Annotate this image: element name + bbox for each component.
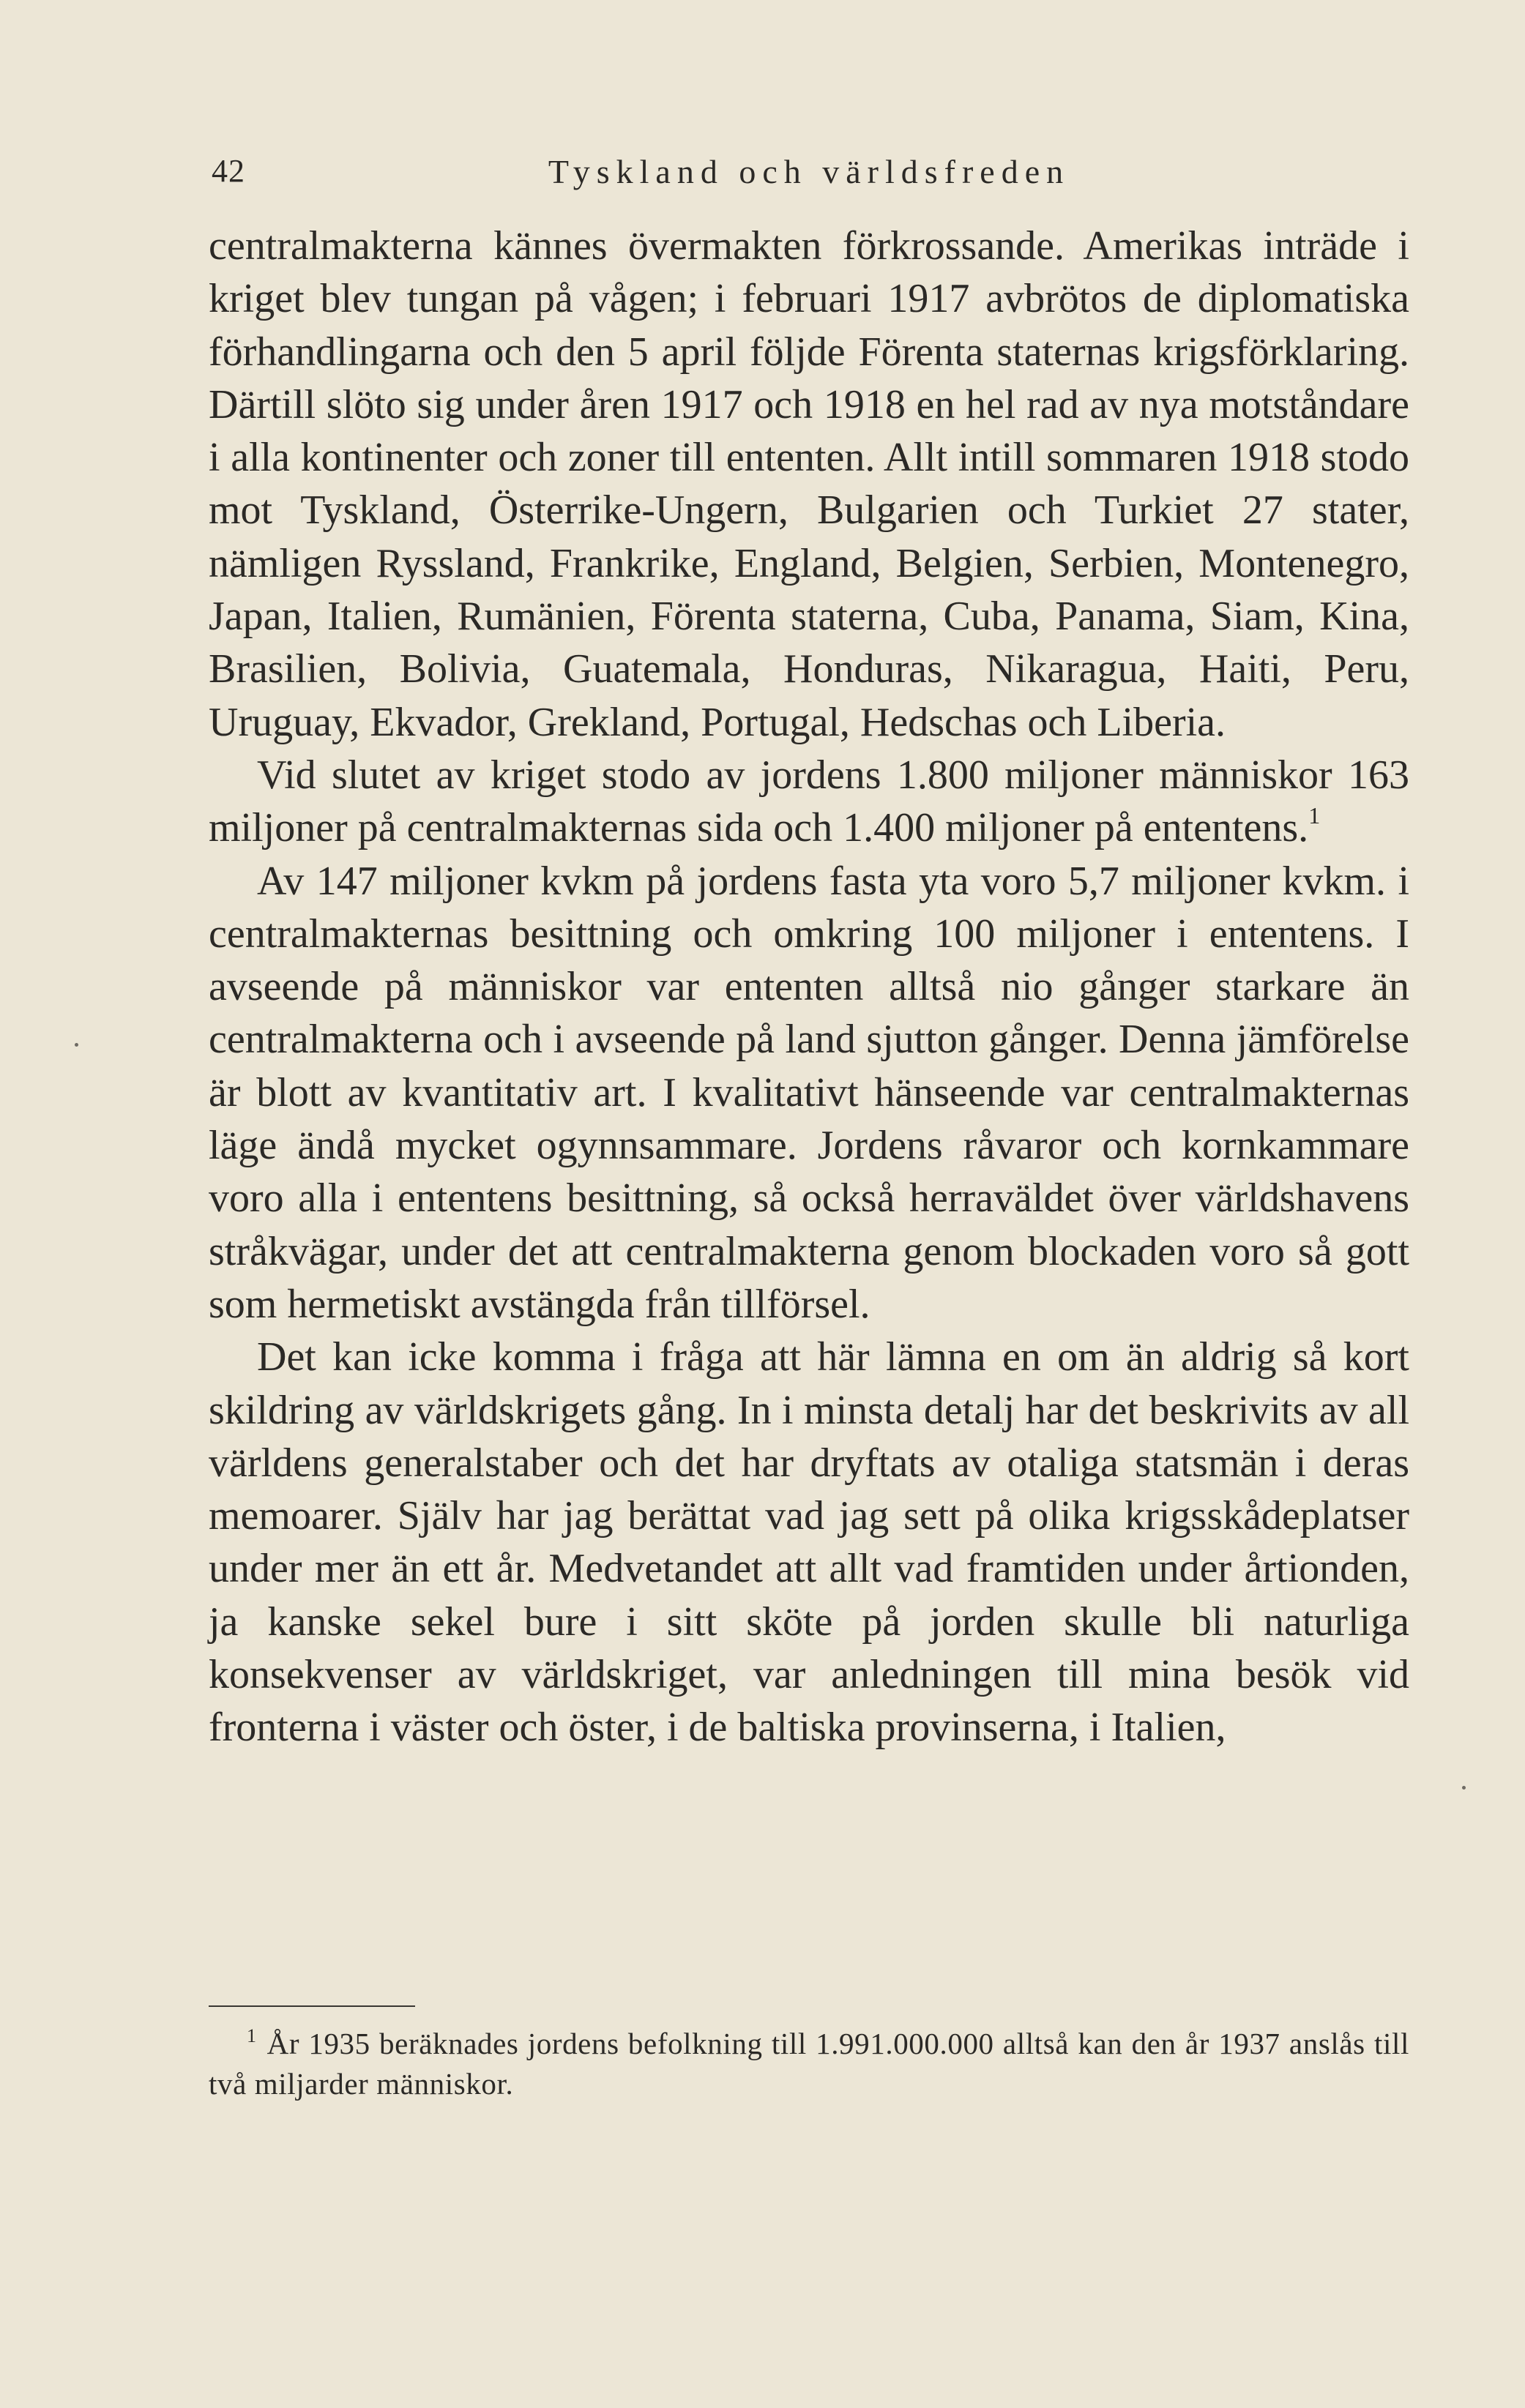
footnote-text: År 1935 beräknades jordens befolkning till 1.991.000.000 alltså kan den år 1937 anslås till två miljarder människor.	[209, 2027, 1409, 2101]
footnote-separator	[209, 2005, 415, 2007]
page-header	[209, 146, 1409, 198]
paper-speck	[75, 1043, 78, 1047]
paper-speck	[1462, 1786, 1466, 1790]
paragraph-2	[209, 749, 1409, 855]
paragraph-1	[209, 220, 1409, 749]
running-title: Tyskland och världsfreden	[548, 153, 1070, 190]
footnote-mark: 1	[247, 2025, 257, 2046]
footnote	[209, 2024, 1409, 2104]
paragraph-3-text: Av 147 miljoner kvkm på jordens fasta yta voro 5,7 miljoner kvkm. i centralmakternas besittning och omkring 100 miljoner i ententens. I avseende på människor var ententen alltså nio gånger starkare än centralmakterna och i avseende på land sjutton gånger. Denna jämförelse är blott av kvantitativ art. I kvalitativt hänseende var centralmakternas läge ändå mycket ogynnsammare. Jordens råvaror och kornkammare voro alla i ententens besittning, så också herraväldet över världshavens stråkvägar, under det att centralmakterna genom blockaden voro så gott som hermetiskt avstängda från tillförsel.	[209, 858, 1409, 1327]
paragraph-3	[209, 855, 1409, 1331]
paragraph-4	[209, 1331, 1409, 1754]
body-text	[209, 220, 1409, 1754]
paragraph-1-text: centralmakterna kännes övermakten förkrossande. Amerikas inträde i kriget blev tungan på vågen; i februari 1917 avbrötos de diplomatiska förhandlingarna och den 5 april följde Förenta staternas krigsförklaring. Därtill slöto sig under åren 1917 och 1918 en hel rad av nya motståndare i alla kontinenter och zoner till ententen. Allt intill sommaren 1918 stodo mot Tyskland, Österrike-Ungern, Bulgarien och Turkiet 27 stater, nämligen Ryssland, Frankrike, England, Belgien, Serbien, Montenegro, Japan, Italien, Rumänien, Förenta staterna, Cuba, Panama, Siam, Kina, Brasilien, Bolivia, Guatemala, Honduras, Nikaragua, Haiti, Peru, Uruguay, Ekvador, Grekland, Portugal, Hedschas och Liberia.	[209, 223, 1409, 745]
page-number: 42	[212, 153, 245, 189]
paragraph-4-text: Det kan icke komma i fråga att här lämna en om än aldrig så kort skildring av världskrigets gång. In i minsta detalj har det beskrivits av all världens generalstaber och det har dryftats av otaliga statsmän i deras memoarer. Själv har jag berättat vad jag sett på olika krigsskådeplatser under mer än ett år. Medvetandet att allt vad framtiden under årtionden, ja kanske sekel bure i sitt sköte på jorden skulle bli naturliga konsekvenser av världskriget, var anledningen till mina besök vid fronterna i väster och öster, i de baltiska provinserna, i Italien,	[209, 1334, 1409, 1751]
book-page	[209, 146, 1409, 2269]
paragraph-2-text: Vid slutet av kriget stodo av jordens 1.800 miljoner människor 163 miljoner på centralmakternas sida och 1.400 miljoner på ententens.	[209, 752, 1409, 851]
footnote-reference[interactable]: 1	[1308, 802, 1321, 829]
